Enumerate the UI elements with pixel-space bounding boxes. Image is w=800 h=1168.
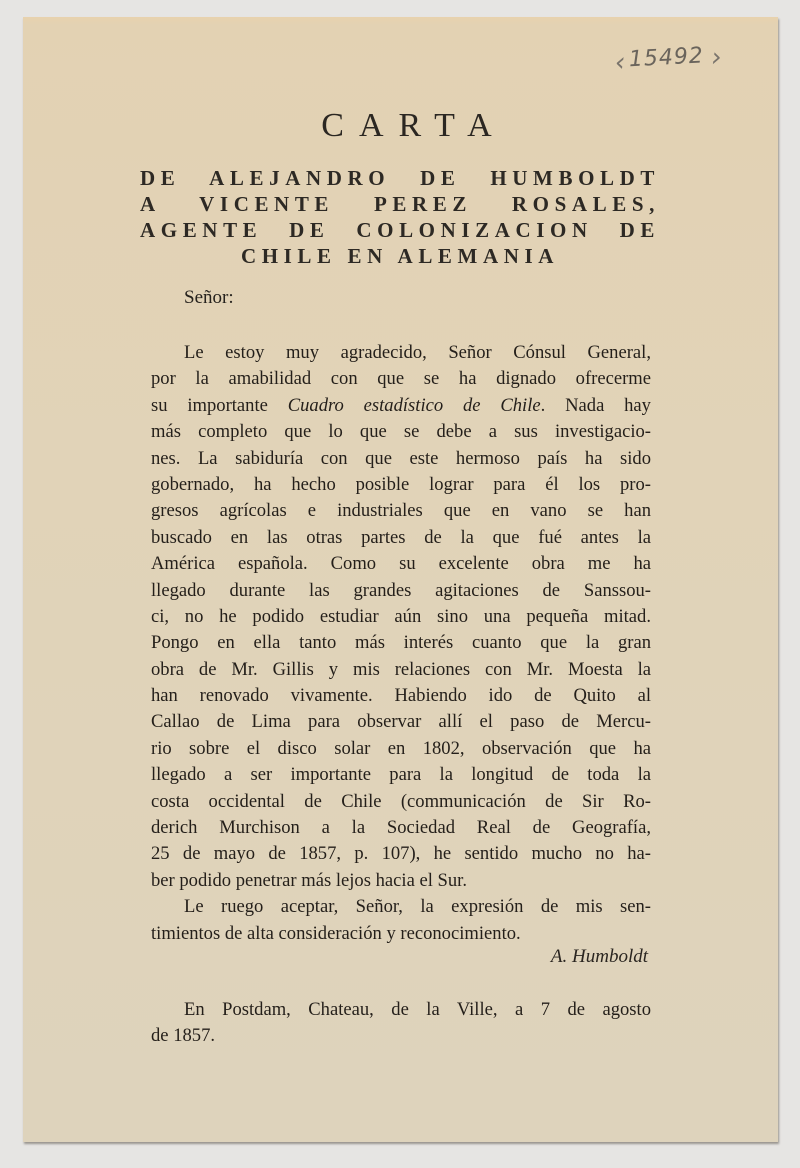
body-line: Pongo en ella tanto más interés cuanto que la gran xyxy=(151,632,651,654)
handwritten-reference-note xyxy=(614,40,731,80)
body-line: obra de Mr. Gillis y mis relaciones con Mr. Moesta la xyxy=(151,658,651,680)
letter-subtitle xyxy=(140,165,660,269)
reference-number: 15492 xyxy=(628,43,705,73)
letter-body xyxy=(151,340,651,947)
body-line: más completo que lo que se debe a sus investigacio- xyxy=(151,421,651,443)
body-line: por la amabilidad con que se ha dignado ofrecerme xyxy=(151,368,651,390)
body-line: han renovado vivamente. Habiendo ido de Quito al xyxy=(151,685,651,707)
body-line: ci, no he podido estudiar aún sino una pequeña mitad. xyxy=(151,605,651,627)
angle-bracket-left-icon: ‹ xyxy=(614,47,628,78)
subtitle-line: A VICENTE PEREZ ROSALES, xyxy=(140,192,660,216)
body-text: su importante xyxy=(151,394,288,416)
body-line: timientos de alta consideración y reconocimiento. xyxy=(151,922,521,944)
letter-title: CARTA xyxy=(321,107,507,144)
body-text: . Nada hay xyxy=(540,394,651,416)
body-line: llegado durante las grandes agitaciones de Sanssou- xyxy=(151,579,651,601)
body-line: buscado en las otras partes de la que fué antes la xyxy=(151,526,651,548)
book-title: Cuadro estadístico de Chile xyxy=(287,394,541,416)
body-line: Le estoy muy agradecido, Señor Cónsul General, xyxy=(184,342,651,363)
subtitle-line: DE ALEJANDRO DE HUMBOLDT xyxy=(140,166,660,190)
body-line: Le ruego aceptar, Señor, la expresión de mis sen- xyxy=(184,896,651,918)
subtitle-line: AGENTE DE COLONIZACION DE xyxy=(140,218,660,242)
body-line: América española. Como su excelente obra me ha xyxy=(151,553,651,575)
body-line: Callao de Lima para observar allí el paso de Mercu- xyxy=(151,711,651,733)
body-line: ber podido penetrar más lejos hacia el Sur. xyxy=(151,869,467,891)
body-line: llegado a ser importante para la longitud de toda la xyxy=(151,764,651,786)
body-line: 25 de mayo de 1857, p. 107), he sentido mucho no ha- xyxy=(151,843,651,865)
angle-bracket-right-icon: › xyxy=(710,42,724,73)
body-line: rio sobre el disco solar en 1802, observación que ha xyxy=(151,737,651,759)
subtitle-line: CHILE EN ALEMANIA xyxy=(240,244,560,268)
body-line: gobernado, ha hecho posible lograr para él los pro- xyxy=(151,473,651,495)
place-date-line: En Postdam, Chateau, de la Ville, a 7 de agosto xyxy=(184,999,651,1020)
body-line: costa occidental de Chile (communicación de Sir Ro- xyxy=(151,790,651,812)
salutation: Señor: xyxy=(184,287,234,308)
body-line: gresos agrícolas e industriales que en vano se han xyxy=(151,500,651,522)
place-date-line: de 1857. xyxy=(151,1025,216,1047)
signature: A. Humboldt xyxy=(550,946,648,967)
body-line xyxy=(151,393,651,419)
body-line: derich Murchison a la Sociedad Real de Geografía, xyxy=(151,817,651,839)
body-line: nes. La sabiduría con que este hermoso país ha sido xyxy=(151,447,651,469)
place-and-date xyxy=(151,997,651,1050)
